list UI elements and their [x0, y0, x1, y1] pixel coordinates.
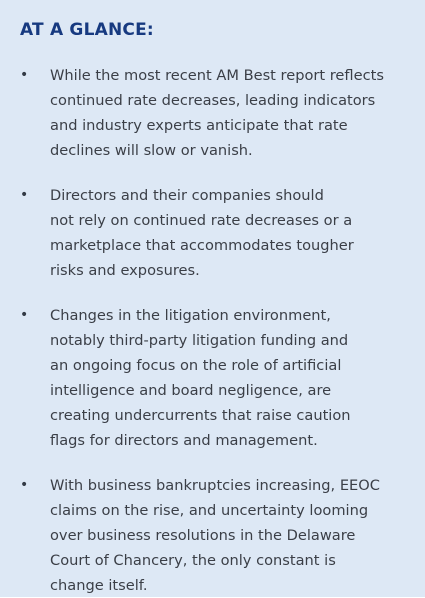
bullet-marker: •: [20, 477, 29, 493]
bullet-item-3: [20, 303, 405, 453]
bullet-item-2: [20, 183, 405, 283]
bullet-item-1: [20, 63, 405, 163]
bullet-text: With business bankruptcies increasing, EEOC claims on the rise, and uncertainty looming over business resolutions in the Delaware Court of Chancery, the only constant is change itself.: [50, 477, 380, 594]
bullet-list: [20, 63, 405, 598]
bullet-item-4: [20, 473, 405, 598]
bullet-marker: •: [20, 187, 29, 203]
section-heading: AT A GLANCE:: [20, 20, 154, 40]
bullet-text: While the most recent AM Best report reflects continued rate decreases, leading indicators and industry experts anticipate that rate declines will slow or vanish.: [50, 67, 384, 159]
bullet-text: Changes in the litigation environment, notably third-party litigation funding and an ongoing focus on the role of artificial intelligence and board negligence, are creating undercurrents that raise caution flags for directors and management.: [50, 307, 351, 449]
bullet-text: Directors and their companies should not rely on continued rate decreases or a marketplace that accommodates tougher risks and exposures.: [50, 187, 354, 279]
bullet-marker: •: [20, 307, 29, 323]
bullet-marker: •: [20, 67, 29, 83]
